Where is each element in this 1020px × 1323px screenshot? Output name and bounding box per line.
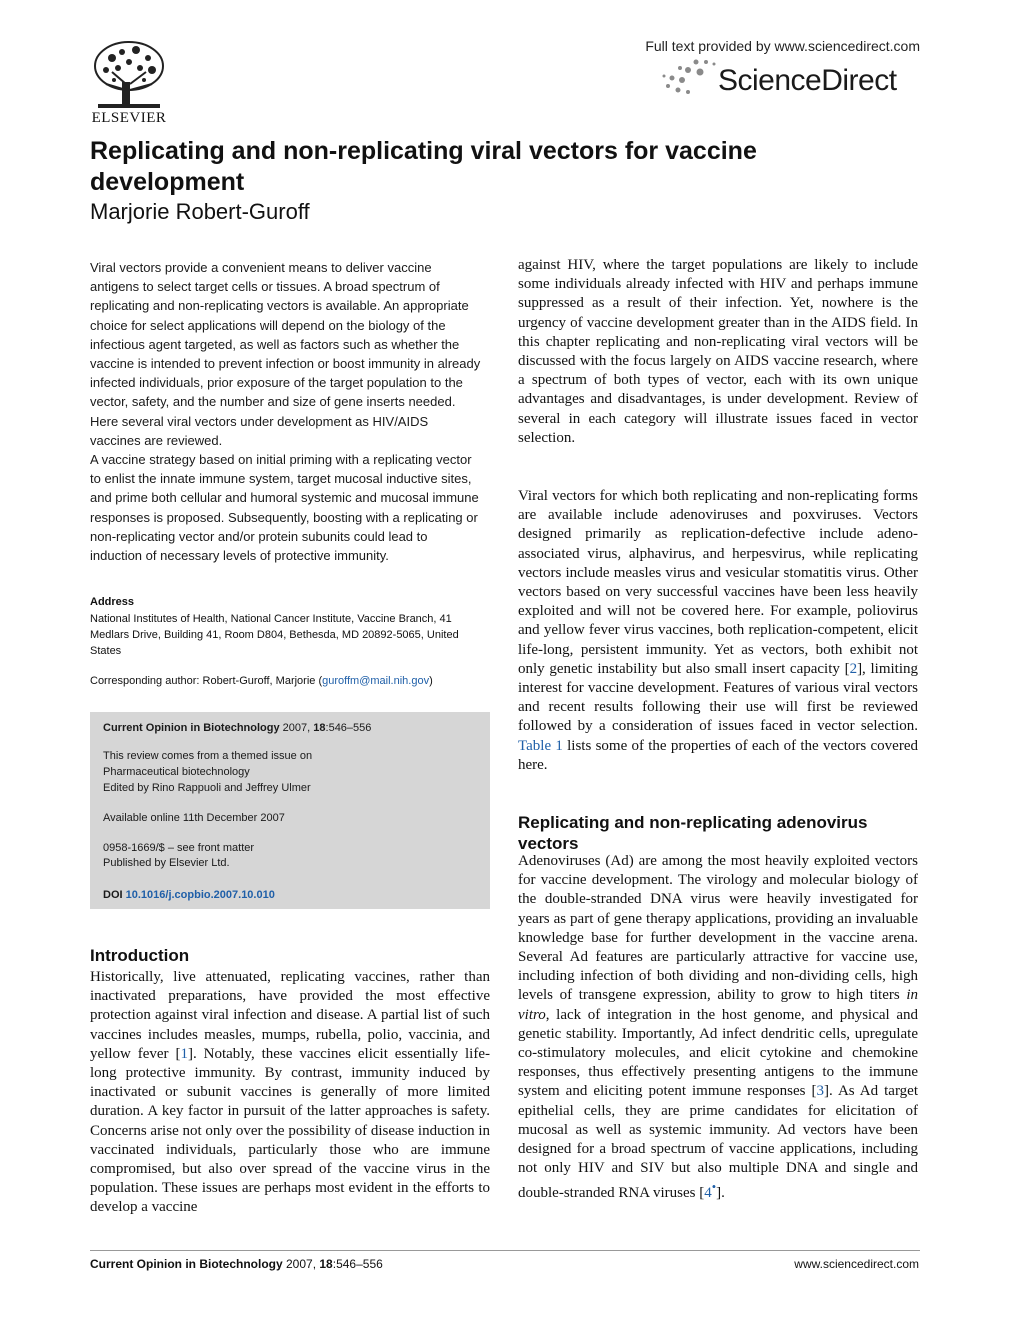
corresponding-prefix: Corresponding author: Robert-Guroff, Marjorie ( (90, 675, 323, 687)
table-link[interactable]: Table 1 (518, 737, 563, 754)
journal-pages: :546–556 (325, 722, 372, 734)
elsevier-tree-icon (92, 40, 166, 110)
reference-link[interactable]: 2 (849, 660, 858, 677)
text-run: ]. As Ad target epithelial cells, they are prime candidates for elicitation of mucosal as well as systemic immunity. Ad vectors have been designed for a broad spectrum of vaccine applications, including not only HIV and SIV but also multiple DNA and single and double-stranded RNA viruses [ (518, 1083, 919, 1202)
footer-site-link[interactable]: www.sciencedirect.com (794, 1257, 919, 1271)
editors-line: Edited by Rino Rappuoli and Jeffrey Ulmer (103, 782, 311, 794)
journal-year: 2007, (282, 722, 311, 734)
body-paragraph: against HIV, where the target populations are likely to include some individuals already infected with HIV and perhaps immune suppressed as a result of their infection. Yet, nowhere is the urgency of vaccine development greater than in the AIDS field. In this chapter replicating and non-replicating viral vectors will be discussed with the focus largely on AIDS vaccine research, where a spectrum of both types of vector, each with its own unique advantages and disadvantages, is under development. Review of several in each category will illustrate issues faced in vector selection. (518, 257, 918, 446)
intro-body (90, 968, 490, 1218)
theme-line: Pharmaceutical biotechnology (103, 766, 250, 778)
journal-name: Current Opinion in Biotechnology (103, 722, 280, 734)
text-run: ]. (716, 1185, 725, 1202)
section-heading-adenovirus: Replicating and non-replicating adenovirus vectors (518, 813, 868, 853)
right-column-paragraph-2 (518, 487, 918, 775)
full-text-note: Full text provided by www.sciencedirect.com (645, 38, 920, 54)
theme-line: This review comes from a themed issue on (103, 750, 313, 762)
article-author: Marjorie Robert-Guroff (90, 199, 310, 224)
footer-volume: 18 (319, 1257, 333, 1271)
issn-line: 0958-1669/$ – see front matter (103, 842, 255, 854)
footer-divider (90, 1250, 920, 1251)
article-title: Replicating and non-replicating viral vectors for vaccine development (90, 137, 757, 196)
elsevier-logo (88, 40, 170, 128)
journal-citation (103, 720, 371, 736)
corresponding-suffix: ) (429, 675, 433, 687)
text-run: lists some of the properties of each of the vectors covered here. (518, 737, 918, 773)
sciencedirect-dots-icon (656, 56, 718, 98)
reference-link[interactable]: 3 (816, 1083, 825, 1100)
footer-journal: Current Opinion in Biotechnology (90, 1257, 283, 1271)
abstract-paragraph: A vaccine strategy based on initial priming with a replicating vector to enlist the innate immune system, target mucosal inductive sites, and prime both cellular and humoral systemic and mucosal immune responses is proposed. Subsequently, boosting with a replicating or non-replicating vector and/or protein subunits could lead to induction of necessary levels of protective immunity. (90, 452, 479, 564)
published-by: Published by Elsevier Ltd. (103, 857, 230, 869)
available-online: Available online 11th December 2007 (103, 812, 285, 824)
text-run: ], limiting interest for vaccine development. Features of various viral vectors and recent results following their use will first be reviewed followed by a consideration of issues faced in vector selection. (518, 660, 918, 735)
address-text: National Institutes of Health, National Cancer Institute, Vaccine Branch, 41 Medlars Drive, Building 41, Room D804, Bethesda, MD 20892-5065, United States (90, 613, 459, 657)
text-run: Historically, live attenuated, replicating vaccines, rather than inactivated preparations, have provided the most effective protection against viral infection and disease. A partial list of such vaccines includes measles, mumps, rubella, polio, vaccinia, and yellow fever [ (90, 969, 490, 1062)
reference-link[interactable]: 4 (704, 1185, 712, 1202)
address-heading: Address (90, 596, 135, 608)
reference-link[interactable]: 1 (180, 1045, 188, 1062)
right-column-paragraph-1 (518, 256, 918, 448)
body-paragraph (518, 487, 918, 775)
text-run: , lack of integration in the host genome, and physical and genetic stability. Importantly, Ad infect dendritic cells, upregulate co-stimulatory molecules, and elicit cytokine and chemokine responses, thus effectively presenting antigens to the immune system and eliciting potent immune responses [ (518, 1006, 918, 1100)
doi-line (103, 887, 275, 903)
footer-year: 2007, (286, 1257, 317, 1271)
text-run: ]. Notably, these vaccines elicit essentially life-long protective immunity. By contrast, immunity induced by inactivated or subunit vaccines is generally of more limited duration. A key factor in pursuit of the latter approaches is safety. Concerns arise not only over the possibility of disease induction in vaccinated individuals, particularly those who are immune compromised, but also over spread of the vaccine virus in the population. These issues are perhaps most evident in the efforts to develop a vaccine (90, 1045, 490, 1216)
article-info-box (90, 712, 490, 909)
corresponding-author (90, 673, 490, 689)
text-run: Adenoviruses (Ad) are among the most heavily exploited vectors for vaccine development. The virology and molecular biology of the double-stranded DNA virus were heavily investigated for years as part of gene therapy applications, providing an invaluable knowledge base for further development in the vaccine arena. Several Ad features are particularly attractive for vaccine use, including infection of both dividing and non-dividing cells, high levels of transgene expression, ability to grow to high titers (518, 853, 918, 1004)
text-run: Viral vectors for which both replicating and non-replicating forms are available include adenoviruses and poxviruses. Vectors designed primarily as replication-defective include adeno-associated virus, alphavirus, and herpesvirus, while replicating vectors include measles virus and vesicular stomatitis virus. Other vectors based on very successful vaccines have been less heavily exploited and will not be covered here. For example, poliovirus and yellow fever virus vaccines, both replication-competent, elicit life-long, persistent immunity. Yet as vectors, both exhibit not only genetic instability but also small insert capacity [ (518, 488, 918, 677)
journal-volume: 18 (313, 722, 326, 734)
section-heading-introduction: Introduction (90, 946, 190, 965)
italic-term: in vitro (518, 987, 918, 1023)
doi-label: DOI (103, 889, 123, 901)
body-paragraph (518, 852, 918, 1204)
footer-pages: :546–556 (332, 1257, 383, 1271)
doi-link[interactable]: 10.1016/j.copbio.2007.10.010 (125, 889, 275, 901)
right-column-paragraph-3 (518, 852, 918, 1204)
intro-paragraph (90, 968, 490, 1218)
publisher-name: ELSEVIER (91, 110, 167, 126)
sciencedirect-brand[interactable]: ScienceDirect (718, 64, 897, 97)
footer-citation (90, 1257, 383, 1271)
abstract-paragraph: Viral vectors provide a convenient means to deliver vaccine antigens to select target cells or tissues. A broad spectrum of replicating and non-replicating vectors is available. An appropriate choice for select applications will depend on the biology of the infectious agent targeted, as well as factors such as whether the vaccine is intended to prevent infection or boost immunity in already infected individuals, prior exposure of the target population to the vector, safety, and the number and size of gene inserts needed. Here several viral vectors under development as HIV/AIDS vaccines are reviewed. (90, 260, 481, 448)
abstract (90, 258, 482, 565)
reference-mark: • (711, 1180, 717, 1195)
email-link[interactable]: guroffm@mail.nih.gov (322, 675, 430, 687)
